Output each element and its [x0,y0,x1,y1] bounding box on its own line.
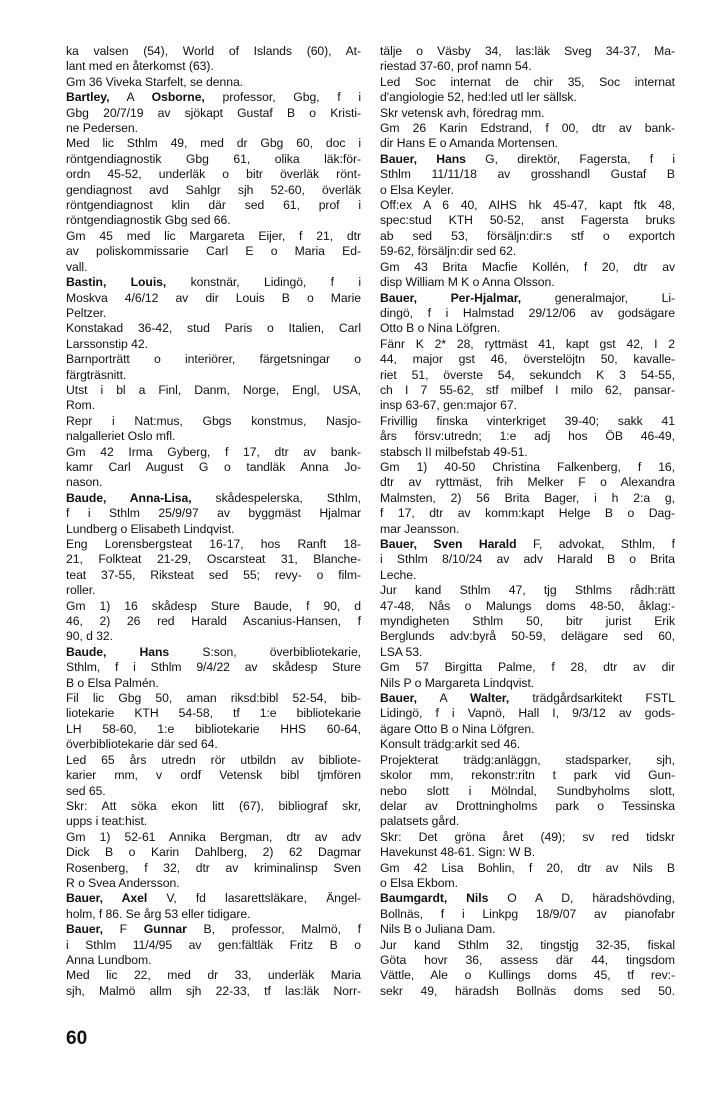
entry-text: 47-48, Nås o Malungs doms 48-50, åklag:- [380,598,675,613]
text-line [66,552,361,567]
text-line [380,537,675,552]
text-line [66,59,361,74]
entry-text: Led 65 års utredn rör utbildn av bibliote- [66,752,361,767]
entry-text: Gm 42 Irma Gyberg, f 17, dtr av bank- [66,444,361,459]
entry-text: R o Svea Andersson. [66,875,180,890]
text-line [380,599,675,614]
text-line [380,291,675,306]
text-line [380,213,675,228]
text-line [66,275,361,290]
entry-text: myndigheten Sthlm 50, bitr jurist Erik [380,614,675,629]
entry-text: ka valsen (54), World of Islands (60), At- [66,44,361,58]
entry-text: Fänr K 2* 28, ryttmäst 41, kapt gst 42, I 2 [380,336,675,351]
text-line [380,229,675,244]
entry-text: Peltzer. [66,305,107,320]
text-line [380,814,675,829]
text-line [380,522,675,537]
entry-text: 21, Folkteat 21-29, Oscarsteat 31, Blanche- [66,552,361,567]
entry-name: Bartley, [66,90,110,105]
entry-text: Dick B o Karin Dahlberg, 2) 62 Dagmar [66,845,361,860]
entry-text: Repr i Nat:mus, Gbgs konstmus, Nasjo- [66,413,361,428]
text-line [66,629,361,644]
entry-text: professor, Gbg, f i [204,90,361,105]
text-line [66,491,361,506]
entry-text: generalmajor, Li- [521,290,675,305]
entry-text: sekr 49, häradsh Bollnäs doms sed 50. [380,983,675,998]
text-line [380,645,675,660]
entry-text: Off:ex A 6 40, AIHS hk 45-47, kapt ftk 48, [380,198,675,213]
entry-text: LSA 53. [380,644,423,659]
entry-text: G, direktör, Fagersta, f i [465,151,675,166]
text-line [380,922,675,937]
entry-name: Bauer, Per-Hjalmar, [380,290,522,305]
entry-text: V, fd lasarettsläkare, Ängel- [147,891,361,906]
entry-text: i Sthlm 8/10/24 av adv Harald B o Brita [380,552,675,567]
entry-text: 90, d 32. [66,629,113,644]
entry-text: Rosenberg, f 32, dtr av kriminalinsp Sven [66,860,361,875]
entry-name: Bauer, Sven Harald [380,537,517,551]
text-line [66,167,361,182]
text-line [66,876,361,891]
entry-text: 46, 2) 26 red Harald Ascanius-Hansen, f [66,614,361,629]
entry-text: skådespelerska, Sthlm, [191,490,361,505]
text-line [380,198,675,213]
text-line [66,383,361,398]
entry-name: Bauer, [66,922,103,937]
entry-text: Skr: Det gröna året (49); sv red tidskr [380,829,675,844]
entry-text: Konsult trädg:arkit sed 46. [380,737,521,752]
text-line [380,891,675,906]
text-line [66,475,361,490]
entry-text: Skr vetensk avh, föredrag mm. [380,105,545,120]
entry-text: dingö, f i Halmstad 29/12/06 av godsägare [380,305,675,320]
text-line [380,968,675,983]
text-line [66,953,361,968]
text-line [66,814,361,829]
entry-text: insp 63-67, gen:major 67. [380,398,517,413]
entry-name: Bauer, [380,691,417,706]
entry-text: Lundberg o Elisabeth Lindqvist. [66,521,235,536]
text-line [380,938,675,953]
entry-name: Baude, Hans [66,644,170,659]
entry-name: Bauer, Hans [380,151,466,166]
text-line [66,537,361,552]
text-line [380,830,675,845]
text-line [380,629,675,644]
entry-text: konstnär, Lidingö, f i [166,275,361,290]
page-number: 60 [66,1028,88,1049]
entry-text: Gm 1) 52-61 Annika Bergman, dtr av adv [66,829,361,844]
entry-text: skolor mm, rekonstr:ritn t park vid Gun- [380,768,675,783]
text-line [380,583,675,598]
entry-name: Osborne, [151,90,205,105]
entry-text: liotekarie KTH 54-58, tf 1:e bibliotekarie [66,706,361,721]
entry-text: upps i teat:hist. [66,814,148,829]
text-line [66,922,361,937]
text-line [66,568,361,583]
text-line [380,660,675,675]
text-line [66,799,361,814]
entry-text: Gm 26 Karin Edstrand, f 00, dtr av bank- [380,121,675,136]
text-line [380,121,675,136]
entry-text: F [102,922,144,937]
text-line [380,491,675,506]
text-line [380,845,675,860]
entry-text: Rom. [66,398,95,413]
text-line [380,614,675,629]
text-line [66,321,361,336]
text-line [380,337,675,352]
entry-name: Bastin, Louis, [66,275,167,290]
entry-text: Nils B o Juliana Dam. [380,922,496,937]
text-line [66,968,361,983]
entry-text: 59-62, försäljn:dir sed 62. [380,244,517,259]
entry-text: Malmsten, 2) 56 Brita Bager, i h 2:a g, [380,490,675,505]
entry-text: ägare Otto B o Nina Löfgren. [380,721,535,736]
entry-name: Gunnar [143,922,187,937]
entry-text: riestad 37-60, prof namn 54. [380,59,532,74]
text-line [66,614,361,629]
text-line [380,568,675,583]
entry-text: färgträsnitt. [66,367,127,382]
text-line [66,106,361,121]
entry-text: Anna Lundbom. [66,952,152,967]
entry-text: f i Sthlm 25/9/97 av byggmäst Hjalmar [66,506,361,521]
entry-text: Konstakad 36-42, stud Paris o Italien, Carl [66,321,361,336]
text-line [66,183,361,198]
text-line [380,183,675,198]
text-line [66,152,361,167]
entry-text: Sthlm 11/11/18 av grosshandl Gustaf B [380,167,675,182]
text-line [66,398,361,413]
text-line [66,830,361,845]
entry-text: Havekunst 48-61. Sign: W B. [380,845,536,860]
entry-text: Nils P o Margareta Lindqvist. [380,675,535,690]
entry-text: kamr Carl August G o tandläk Anna Jo- [66,459,361,474]
text-line [66,737,361,752]
entry-text: Leche. [380,567,417,582]
text-line [380,59,675,74]
text-line [380,876,675,891]
text-line [66,583,361,598]
entry-text: Gm 1) 16 skådesp Sture Baude, f 90, d [66,598,361,613]
entry-text: B o Elsa Palmén. [66,675,159,690]
text-line [66,368,361,383]
entry-text: ne Pedersen. [66,121,138,136]
text-line [66,784,361,799]
entry-name: Baude, Anna-Lisa, [66,490,192,505]
entry-text: Skr: Att söka ekon litt (67), bibliograf skr, [66,798,361,813]
entry-text: Jur kand Sthlm 47, tjg Sthlms rådh:rätt [380,583,675,598]
entry-text: Gbg 20/7/19 av sjökapt Gustaf B o Kristi- [66,105,361,120]
entry-text: Otto B o Nina Löfgren. [380,321,501,336]
entry-text: lant med en återkomst (63). [66,59,214,74]
text-line [380,953,675,968]
entry-text: trädgårdsarkitekt FSTL [509,691,675,706]
text-line [66,599,361,614]
entry-text: Gm 57 Birgitta Palme, f 28, dtr av dir [380,660,675,675]
entry-text: Fil lic Gbg 50, aman riksd:bibl 52-54, bib- [66,691,361,706]
text-line [380,352,675,367]
text-line [380,429,675,444]
entry-text: palatsets gård. [380,814,460,829]
text-line [380,414,675,429]
entry-text: röntgendiagnostik Gbg 61, olika läk:för- [66,151,361,166]
entry-text: Gm 42 Lisa Bohlin, f 20, dtr av Nils B [380,860,675,875]
entry-text: stabsch II milbefstab 49-51. [380,444,528,459]
entry-text: mar Jeansson. [380,521,460,536]
text-line [380,768,675,783]
text-line [66,522,361,537]
text-line [66,753,361,768]
entry-text: d'angiologie 52, hed:led utl ler sällsk. [380,90,577,105]
entry-text: holm, f 86. Se årg 53 eller tidigare. [66,906,251,921]
entry-text: Med lic 22, med dr 33, underläk Maria [66,968,361,983]
entry-text: av poliskommissarie Carl E o Maria Ed- [66,244,361,259]
text-line [380,167,675,182]
text-line [380,398,675,413]
text-line [66,938,361,953]
entry-text: ab sed 53, försäljn:dir:s stf o exportch [380,228,675,243]
text-line [380,445,675,460]
text-line [66,337,361,352]
entry-text: LH 58-60, 1:e bibliotekarie HHS 60-64, [66,721,361,736]
text-line [380,152,675,167]
text-line [380,275,675,290]
entry-text: spec:stud KTH 50-52, anst Fagersta bruks [380,213,675,228]
entry-text: sed 65. [66,783,106,798]
entry-text: sjh, Malmö allm sjh 22-33, tf las:läk Norr- [66,983,361,998]
text-line [380,552,675,567]
entry-text: o Elsa Keyler. [380,182,454,197]
text-line [380,306,675,321]
text-line [380,136,675,151]
text-line [380,737,675,752]
entry-text: teat 37-55, Riksteat sed 55; revy- o film- [66,567,361,582]
text-line [66,260,361,275]
entry-text: f 17, dtr av komm:kapt Helge B o Dag- [380,506,675,521]
text-line [66,676,361,691]
entry-text: Eng Lorensbergsteat 16-17, hos Ranft 18- [66,537,361,551]
entry-text: dtr av ryttmäst, frih Melker F o Alexandra [380,475,675,490]
text-line [66,121,361,136]
entry-text: Jur kand Sthlm 32, tingstjg 32-35, fiskal [380,937,675,952]
entry-text: Sthlm, f i Sthlm 9/4/22 av skådesp Sture [66,660,361,675]
text-line [380,861,675,876]
entry-text: nalgalleriet Oslo mfl. [66,429,176,444]
entry-text: Frivillig finska vinterkriget 39-40; sakk 41 [380,413,675,428]
text-line [66,136,361,151]
text-line [380,506,675,521]
entry-text: i Sthlm 11/4/95 av gen:fältläk Fritz B o [66,937,361,952]
text-line [66,722,361,737]
text-line [66,445,361,460]
entry-text: års försv:utredn; 1:e adj hos ÖB 46-49, [380,429,675,444]
text-line [380,722,675,737]
text-line [66,414,361,429]
entry-text: Utst i bl a Finl, Danm, Norge, Engl, USA, [66,382,361,397]
entry-text: dir Hans E o Amanda Mortensen. [380,136,559,151]
entry-text: roller. [66,583,96,598]
text-line [66,706,361,721]
entry-text: röntgendiagnostik Gbg sed 66. [66,213,231,228]
text-line [380,475,675,490]
text-line [380,260,675,275]
text-line [66,291,361,306]
text-line [66,645,361,660]
entry-text: Moskva 4/6/12 av dir Louis B o Marie [66,290,361,305]
text-line [66,213,361,228]
entry-text: karier mm, v ordf Vetensk bibl tjmfören [66,768,361,783]
text-line [66,984,361,999]
text-line [380,676,675,691]
entry-text: Berglunds adv:byrå 50-59, delägare sed 60, [380,629,675,644]
text-line [66,845,361,860]
entry-text: överbibliotekarie där sed 64. [66,737,218,752]
entry-text: Bollnäs, f i Linkpg 18/9/07 av pianofabr [380,906,675,921]
entry-text: o Elsa Ekbom. [380,875,458,890]
entry-text: Med lic Sthlm 49, med dr Gbg 60, doc i [66,136,361,151]
text-line [380,368,675,383]
entry-text: Projekterat trädg:anläggn, stadsparker, sjh, [380,752,675,767]
text-line [66,891,361,906]
entry-text: Larssonstip 42. [66,336,148,351]
entry-text: Led Soc internat de chir 35, Soc internat [380,74,675,89]
entry-name: Baumgardt, Nils [380,891,489,906]
entry-text: röntgendiagnost klin där sed 61, prof i [66,198,361,213]
entry-text: F, advokat, Sthlm, f [516,537,675,551]
text-line [66,861,361,876]
entry-text: Gm 1) 40-50 Christina Falkenberg, f 16, [380,459,675,474]
text-line [66,198,361,213]
text-line [66,352,361,367]
text-line [380,90,675,105]
entry-text: disp William M K o Anna Olsson. [380,275,555,290]
text-line [66,429,361,444]
text-line [380,244,675,259]
entry-text: Göta hovr 36, assess där 44, tingsdom [380,952,675,967]
entry-text: Barnporträtt o interiörer, färgetsningar o [66,352,361,367]
text-line [66,691,361,706]
entry-text: tälje o Väsby 34, las:läk Sveg 34-37, Ma- [380,44,675,58]
entry-text: 44, major gst 46, överstelöjtn 50, kavalle- [380,352,675,367]
text-line [380,460,675,475]
text-line [380,907,675,922]
text-line [66,229,361,244]
text-line [380,706,675,721]
entry-text: Lidingö, f i Vapnö, Hall I, 9/3/12 av gods- [380,706,675,721]
text-line [66,90,361,105]
text-line [66,44,361,59]
entry-text: B, professor, Malmö, f [186,922,361,937]
entry-text: nason. [66,475,103,490]
entry-text: Vättle, Ale o Kullings doms 45, tf rev:- [380,968,675,983]
entry-text: A [416,691,470,706]
entry-text: ch I 7 55-62, stf milbef I milo 62, pansar- [380,382,675,397]
entry-text: S:son, överbibliotekarie, [169,644,361,659]
text-line [380,799,675,814]
text-line [66,460,361,475]
text-line [66,660,361,675]
entry-name: Walter, [470,691,510,706]
left-column [66,44,361,999]
entry-name: Bauer, Axel [66,891,148,906]
text-line [380,321,675,336]
text-line [380,75,675,90]
entry-text: gendiagnost avd Sahlgr sjh 52-60, överläk [66,182,361,197]
text-line [380,784,675,799]
text-line [66,75,361,90]
entry-text: A [109,90,152,105]
entry-text: vall. [66,259,88,274]
text-line [380,984,675,999]
entry-text: Gm 43 Brita Macfie Kollén, f 20, dtr av [380,259,675,274]
text-line [380,691,675,706]
entry-text: ordn 45-52, underläk o bitr överläk rönt- [66,167,361,182]
text-line [66,768,361,783]
text-line [66,306,361,321]
text-line [66,244,361,259]
entry-text: nebo slott i Mölndal, Sundbyholms slott, [380,783,675,798]
text-line [380,44,675,59]
text-line [66,907,361,922]
entry-text: Gm 45 med lic Margareta Eijer, f 21, dtr [66,228,361,243]
text-line [380,753,675,768]
entry-text: Gm 36 Viveka Starfelt, se denna. [66,74,244,89]
entry-text: O A D, häradshövding, [488,891,675,906]
text-line [380,106,675,121]
text-line [66,506,361,521]
entry-text: riet 51, överste 54, sekundch K 3 54-55, [380,367,675,382]
entry-text: delar av Drottningholms park o Tessinska [380,798,675,813]
right-column [380,44,675,999]
text-line [380,383,675,398]
